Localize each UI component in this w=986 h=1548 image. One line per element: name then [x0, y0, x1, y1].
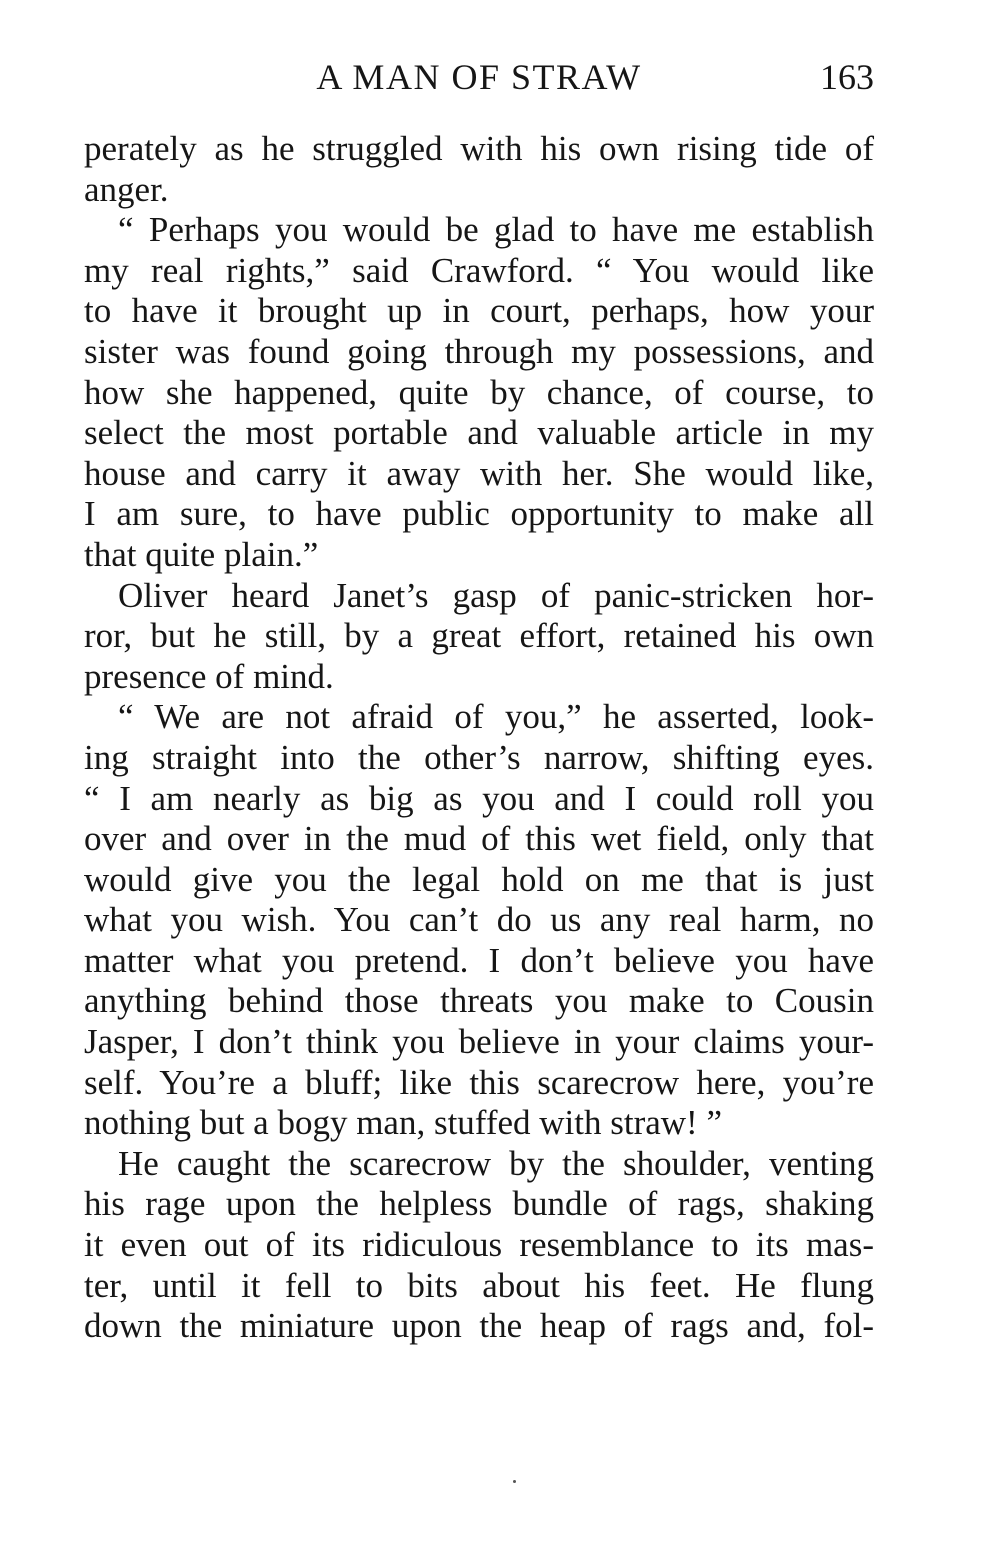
text-line: sister was found going through my possessions, and — [84, 331, 874, 371]
text-line: house and carry it away with her. She would like, — [84, 453, 874, 493]
text-line: ror, but he still, by a great effort, retained his own — [84, 616, 874, 656]
page-number: 163 — [820, 57, 874, 97]
body-text — [84, 129, 874, 1347]
text-line: over and over in the mud of this wet field, only that — [84, 819, 874, 859]
text-line: Jasper, I don’t think you believe in your claims your- — [84, 1022, 874, 1062]
text-line: “ We are not afraid of you,” he asserted, look- — [118, 697, 874, 737]
text-line: down the miniature upon the heap of rags and, fol- — [84, 1306, 874, 1346]
text-line: anger. — [84, 169, 169, 209]
text-line: ter, until it fell to bits about his feet. He flung — [84, 1265, 874, 1305]
text-line: select the most portable and valuable article in my — [84, 413, 874, 453]
running-title: A MAN OF STRAW — [316, 57, 642, 97]
page-header — [84, 52, 874, 102]
text-line: self. You’re a bluff; like this scarecrow here, you’re — [84, 1062, 874, 1102]
text-line: matter what you pretend. I don’t believe you have — [84, 940, 874, 980]
text-line: to have it brought up in court, perhaps, how your — [84, 291, 874, 331]
text-line: would give you the legal hold on me that is just — [84, 859, 874, 899]
text-line: it even out of its ridiculous resemblance to its mas- — [84, 1225, 874, 1265]
text-line: He caught the scarecrow by the shoulder, venting — [118, 1143, 874, 1183]
text-line: I am sure, to have public opportunity to make all — [84, 494, 874, 534]
text-line: his rage upon the helpless bundle of rags, shaking — [84, 1184, 874, 1224]
text-line: that quite plain.” — [84, 534, 319, 574]
text-line: perately as he struggled with his own rising tide of — [84, 129, 874, 168]
text-line: what you wish. You can’t do us any real harm, no — [84, 900, 874, 940]
print-speck — [513, 1480, 516, 1483]
text-line: anything behind those threats you make to Cousin — [84, 981, 874, 1021]
text-line: “ Perhaps you would be glad to have me establish — [118, 210, 874, 250]
text-line: how she happened, quite by chance, of course, to — [84, 372, 874, 412]
text-line: presence of mind. — [84, 656, 334, 696]
text-line: “ I am nearly as big as you and I could roll you — [84, 778, 874, 818]
text-line: nothing but a bogy man, stuffed with straw! ” — [84, 1103, 722, 1143]
text-line: ing straight into the other’s narrow, shifting eyes. — [84, 737, 874, 777]
text-line: Oliver heard Janet’s gasp of panic-stricken hor- — [118, 575, 874, 615]
text-line: my real rights,” said Crawford. “ You would like — [84, 250, 874, 290]
